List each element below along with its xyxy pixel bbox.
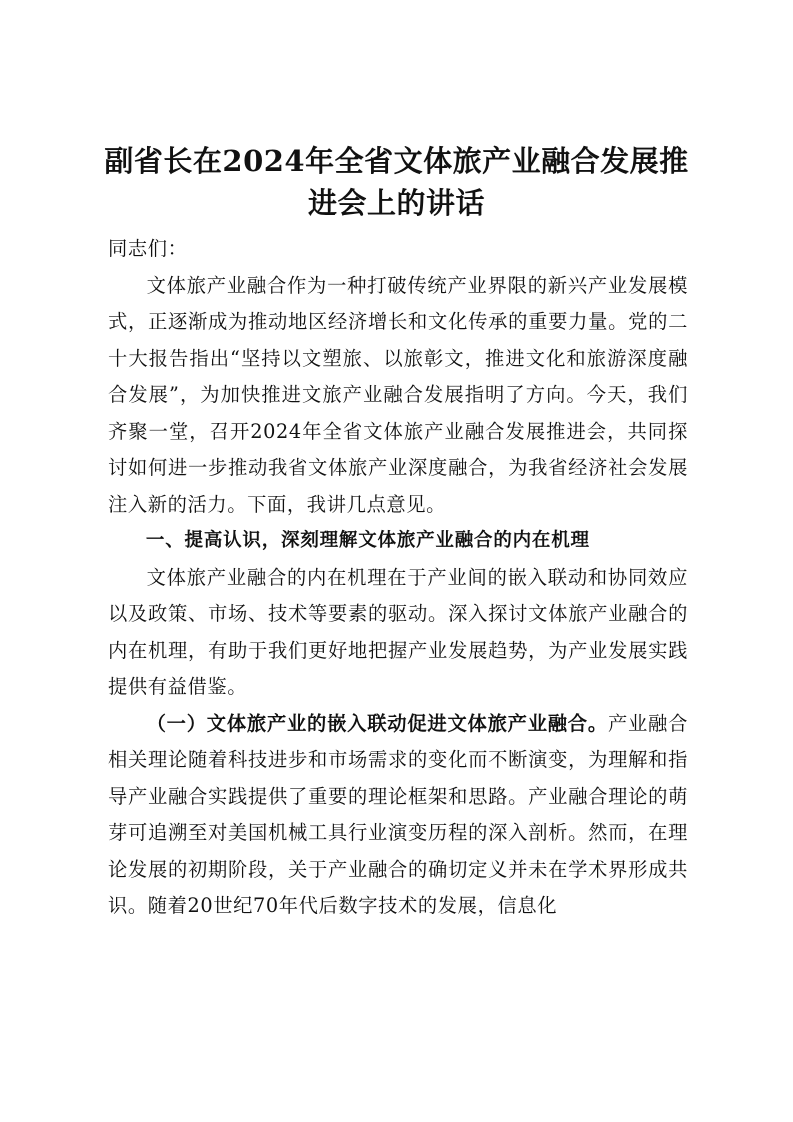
document-body bbox=[108, 231, 688, 925]
title-line-1: 副省长在2024年全省文体旅产业融合发展推 bbox=[104, 144, 689, 178]
subsection-1-text: 产业融合相关理论随着科技进步和市场需求的变化而不断演变，为理解和指导产业融合实践提供了重要的理论框架和思路。产业融合理论的萌芽可追溯至对美国机械工具行业演变历程的深入剖析。然而，在理论发展的初期阶段，关于产业融合的确切定义并未在学术界形成共识。随着20世纪70年代后数字技术的发展，信息化 bbox=[108, 711, 688, 917]
title-line-2: 进会上的讲话 bbox=[307, 186, 485, 220]
subsection-1-paragraph bbox=[108, 706, 688, 925]
section-1-heading: 一、提高认识，深刻理解文体旅产业融合的内在机理 bbox=[145, 530, 590, 551]
intro-paragraph: 文体旅产业融合作为一种打破传统产业界限的新兴产业发展模式，正逐渐成为推动地区经济增长和文化传承的重要力量。党的二十大报告指出“坚持以文塑旅、以旅彰文，推进文化和旅游深度融合发展”，为加快推进文旅产业融合发展指明了方向。今天，我们齐聚一堂，召开2024年全省文体旅产业融合发展推进会，共同探讨如何进一步推动我省文体旅产业深度融合，为我省经济社会发展注入新的活力。下面，我讲几点意见。 bbox=[108, 273, 688, 516]
salutation: 同志们： bbox=[108, 237, 188, 260]
section-1-intro-paragraph: 文体旅产业融合的内在机理在于产业间的嵌入联动和协同效应以及政策、市场、技术等要素的驱动。深入探讨文体旅产业融合的内在机理，有助于我们更好地把握产业发展趋势，为产业发展实践提供有益借鉴。 bbox=[108, 565, 688, 698]
subsection-1-lead: （一）文体旅产业的嵌入联动促进文体旅产业融合。 bbox=[146, 711, 608, 735]
document-title bbox=[100, 140, 693, 224]
